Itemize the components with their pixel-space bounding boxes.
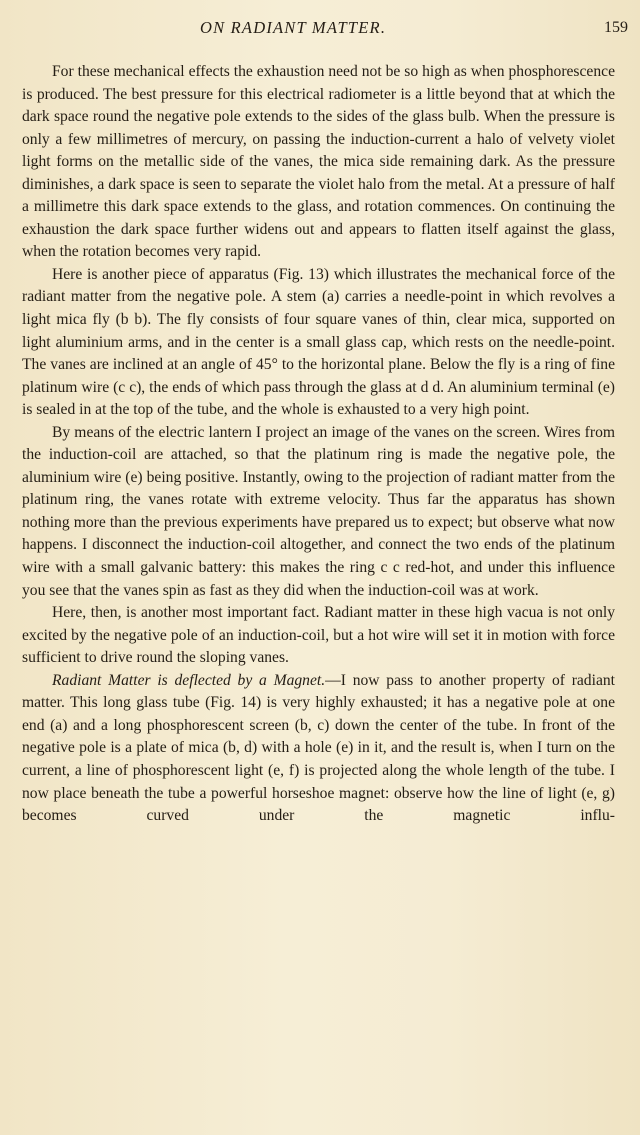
body-text [22, 61, 615, 828]
running-head: ON RADIANT MATTER. [200, 18, 387, 37]
paragraph-3: By means of the electric lantern I project an image of the vanes on the screen. Wires from the induction-coil are attached, so that the platinum ring is made the negative pole, the aluminium wire (e) being positive. Instantly, owing to the projection of radiant matter from the platinum ring, the vanes rotate with extreme velocity. Thus far the apparatus has shown nothing more than the previous experiments have prepared us to expect; but observe what now happens. I disconnect the induction-coil altogether, and connect the two ends of the platinum wire with a small galvanic battery: this makes the ring c c red-hot, and under this influence you see that the vanes spin as fast as they did when the induction-coil was at work. [22, 423, 615, 599]
paragraph-4: Here, then, is another most important fact. Radiant matter in these high vacua is not only excited by the negative pole of an induction-coil, but a hot wire will set it in motion with force sufficient to drive round the sloping vanes. [22, 604, 615, 667]
paragraph-1: For these mechanical effects the exhaustion need not be so high as when phosphorescence is produced. The best pressure for this electrical radiometer is a little beyond that at which the dark space round the negative pole extends to the sides of the glass bulb. When the pressure is only a few millimetres of mercury, on passing the induction-current a halo of velvety violet light forms on the metallic side of the vanes, the mica side remaining dark. As the pressure diminishes, a dark space is seen to separate the violet halo from the metal. At a pressure of half a millimetre this dark space extends to the glass, and rotation commences. On continuing the exhaustion the dark space further widens out and appears to flatten itself against the glass, when the rotation becomes very rapid. [22, 63, 615, 261]
section-lead-heading: Radiant Matter is deflected by a Magnet. [52, 671, 326, 689]
page-header [0, 18, 640, 40]
paragraph-2: Here is another piece of apparatus (Fig. 13) which illustrates the mechanical force of the radiant matter from the negative pole. A stem (a) carries a needle-point in which revolves a light mica fly (b b). The fly consists of four square vanes of thin, clear mica, supported on light aluminium arms, and in the center is a small glass cap, which rests on the needle-point. The vanes are inclined at an angle of 45° to the horizontal plane. Below the fly is a ring of fine platinum wire (c c), the ends of which pass through the glass at d d. An aluminium terminal (e) is sealed in at the top of the tube, and the whole is exhausted to a very high point. [22, 265, 615, 419]
paragraph-5: Radiant Matter is deflected by a Magnet.—I now pass to another property of radiant matter. This long glass tube (Fig. 14) is very highly exhausted; it has a negative pole at one end (a) and a long phosphorescent screen (b, c) down the center of the tube. In front of the negative pole is a plate of mica (b, d) with a hole (e) in it, and the result is, when I turn on the current, a line of phosphorescent light (e, f) is projected along the whole length of the tube. I now place beneath the tube a powerful horseshoe magnet: observe how the line of light (e, g) becomes curved under the magnetic influ- [22, 671, 615, 825]
page-number: 159 [604, 19, 628, 36]
